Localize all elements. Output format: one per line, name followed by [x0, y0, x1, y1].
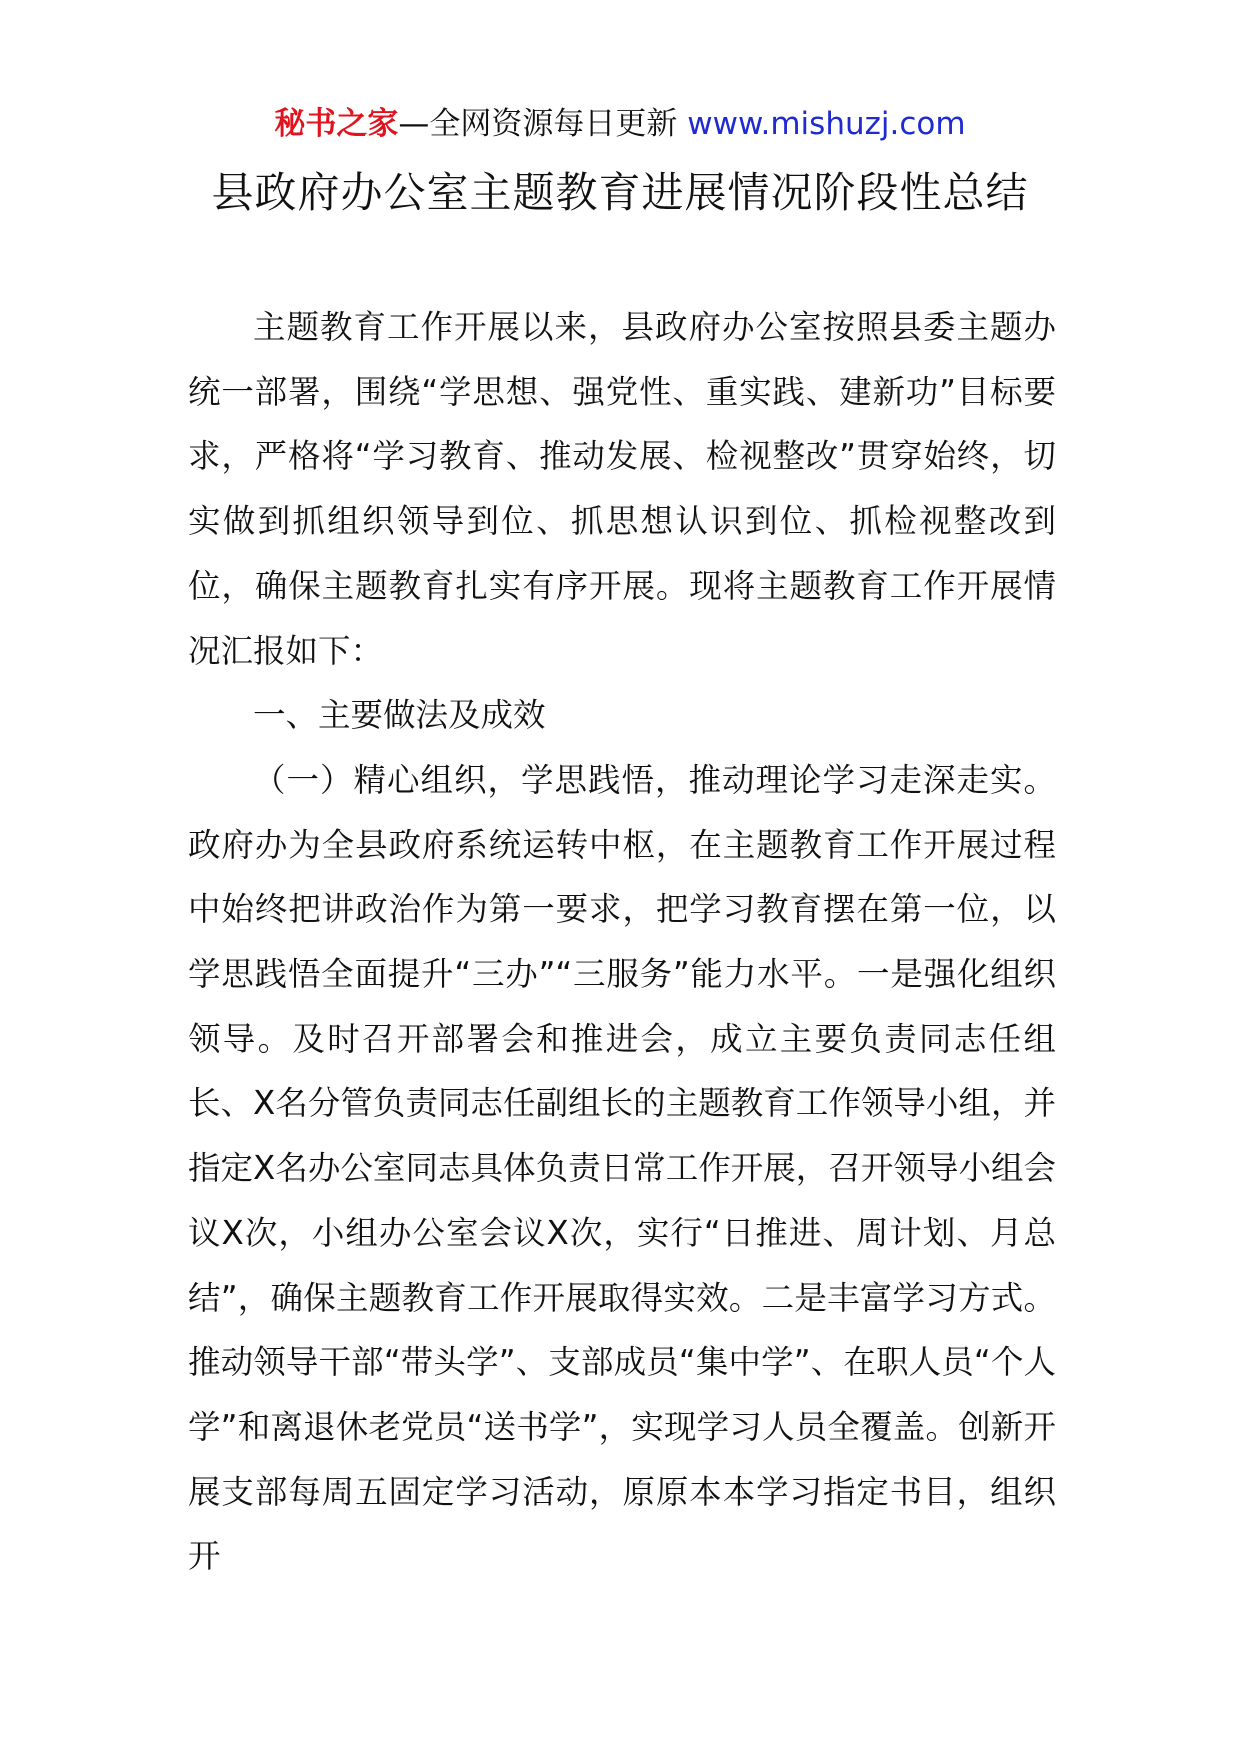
intro-paragraph: 主题教育工作开展以来，县政府办公室按照县委主题办统一部署，围绕“学思想、强党性、重实践、建新功”目标要求，严格将“学习教育、推动发展、检视整改”贯穿始终，切实做到抓组织领导到位、抓思想认识到位、抓检视整改到位，确保主题教育扎实有序开展。现将主题教育工作开展情况汇报如下：: [188, 308, 1056, 670]
brand-name: 秘书之家: [274, 106, 399, 142]
document-body: [188, 295, 1056, 1589]
banner-slogan: —全网资源每日更新: [398, 106, 678, 142]
source-banner: [0, 102, 1240, 146]
site-url: www.mishuzj.com: [687, 106, 966, 142]
body-paragraph: （一）精心组织，学思践悟，推动理论学习走深走实。政府办为全县政府系统运转中枢，在主题教育工作开展过程中始终把讲政治作为第一要求，把学习教育摆在第一位，以学思践悟全面提升“三办”“三服务”能力水平。一是强化组织领导。及时召开部署会和推进会，成立主要负责同志任组长、X名分管负责同志任副组长的主题教育工作领导小组，并指定X名办公室同志具体负责日常工作开展，召开领导小组会议X次，小组办公室会议X次，实行“日推进、周计划、月总结”，确保主题教育工作开展取得实效。二是丰富学习方式。推动领导干部“带头学”、支部成员“集中学”、在职人员“个人学”和离退休老党员“送书学”，实现学习人员全覆盖。创新开展支部每周五固定学习活动，原原本本学习指定书目，组织开: [188, 760, 1056, 1576]
section-heading: 一、主要做法及成效: [253, 696, 546, 735]
document-title: 县政府办公室主题教育进展情况阶段性总结: [211, 168, 1029, 217]
